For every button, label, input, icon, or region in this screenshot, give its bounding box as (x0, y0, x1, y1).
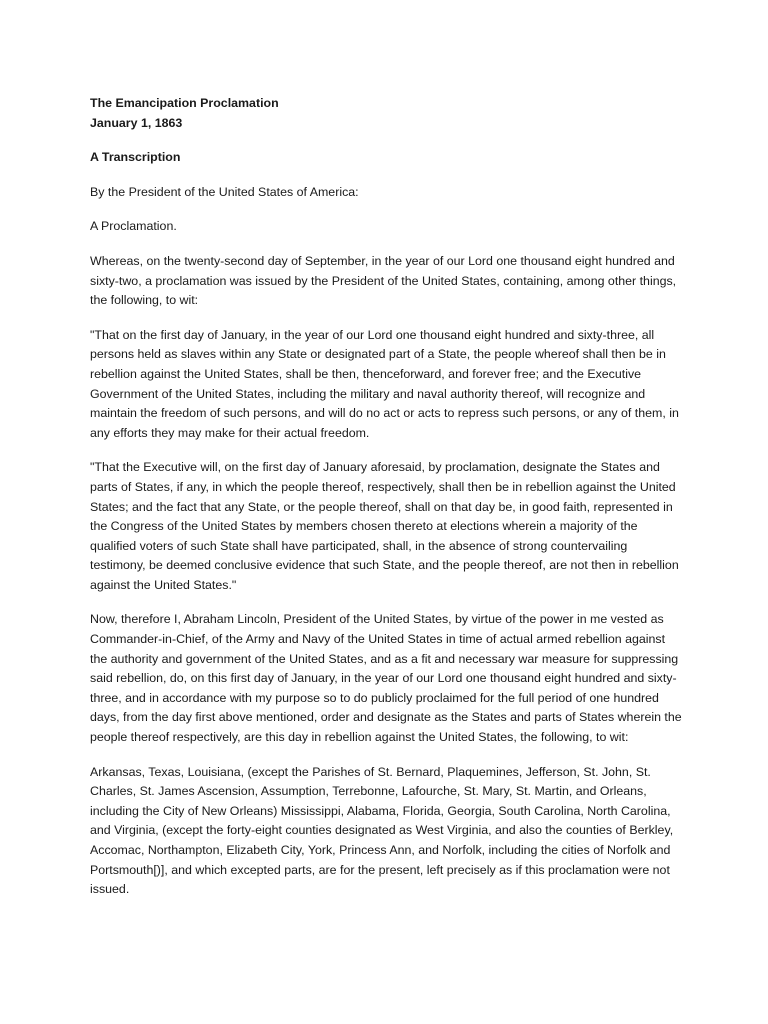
paragraph-whereas: Whereas, on the twenty-second day of September, in the year of our Lord one thousand eight hundred and sixty-two, a proclamation was issued by the President of the United States, containing, among other things, the following, to wit: (90, 253, 677, 308)
paragraph-proclamation-heading: A Proclamation. (90, 219, 177, 234)
paragraph-salutation: By the President of the United States of America: (90, 184, 359, 199)
document-body (90, 94, 682, 900)
paragraph-quote-freedom: "That on the first day of January, in the year of our Lord one thousand eight hundred and sixty-three, all persons held as slaves within any State or designated part of a State, the people whereof shall then be in rebellion against the United States, shall be then, thenceforward, and forever free; and the Executive Government of the United States, including the military and naval authority thereof, will recognize and maintain the freedom of such persons, and will do no act or acts to repress such persons, or any of them, in any efforts they may make for their actual freedom. (90, 327, 679, 440)
paragraph-quote-designation: "That the Executive will, on the first day of January aforesaid, by proclamation, designate the States and parts of States, if any, in which the people thereof, respectively, shall then be in rebellion against the United States; and the fact that any State, or the people thereof, shall on that day be, in good faith, represented in the Congress of the United States by members chosen thereto at elections wherein a majority of the qualified voters of such State shall have participated, shall, in the absence of strong countervailing testimony, be deemed conclusive evidence that such State, and the people thereof, are not then in rebellion against the United States." (90, 460, 679, 592)
document-date: January 1, 1863 (90, 115, 183, 130)
paragraph-now-therefore: Now, therefore I, Abraham Lincoln, President of the United States, by virtue of the power in me vested as Commander-in-Chief, of the Army and Navy of the United States in time of actual armed rebellion against the authority and government of the United States, and as a fit and necessary war measure for suppressing said rebellion, do, on this first day of January, in the year of our Lord one thousand eight hundred and sixty-three, and in accordance with my purpose so to do publicly proclaimed for the full period of one hundred days, from the day first above mentioned, order and designate as the States and parts of States wherein the people thereof respectively, are this day in rebellion against the United States, the following, to wit: (90, 612, 682, 745)
document-title: The Emancipation Proclamation (90, 96, 279, 110)
document-subtitle: A Transcription (90, 150, 181, 165)
paragraph-states-list: Arkansas, Texas, Louisiana, (except the Parishes of St. Bernard, Plaquemines, Jefferson, St. John, St. Charles, St. James Ascension, Assumption, Terrebonne, Lafourche, St. Mary, St. Martin, and Orleans, including the City of New Orleans) Mississippi, Alabama, Florida, Georgia, South Carolina, North Carolina, and Virginia, (except the forty-eight counties designated as West Virginia, and also the counties of Berkley, Accomac, Northampton, Elizabeth City, York, Princess Ann, and Norfolk, including the cities of Norfolk and Portsmouth[)], and which excepted parts, are for the present, left precisely as if this proclamation were not issued. (90, 764, 674, 897)
